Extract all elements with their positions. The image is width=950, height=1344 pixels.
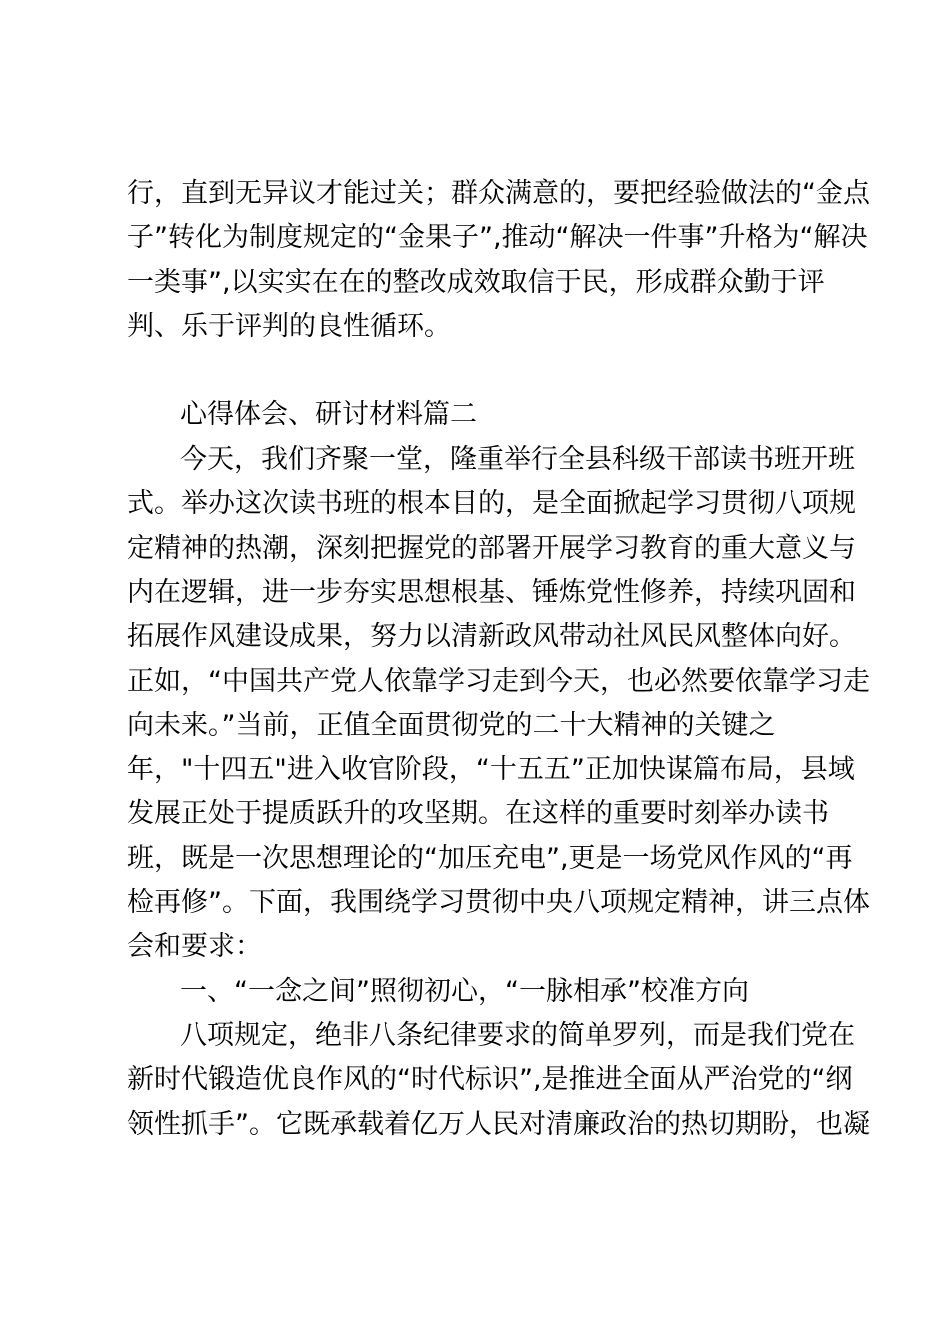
text-line: 内在逻辑，进一步夯实思想根基、锤炼党性修养，持续巩固和 (127, 577, 856, 608)
text-line: 领性抓手”。它既承载着亿万人民对清廉政治的热切期盼，也凝 (127, 1109, 870, 1140)
text-line: 年，"十四五"进入收官阶段，“十五五”正加快谋篇布局，县域 (127, 754, 855, 785)
text-line: 定精神的热潮，深刻把握党的部署开展学习教育的重大意义与 (127, 533, 856, 564)
text-line: 式。举办这次读书班的根本目的，是全面掀起学习贯彻八项规 (127, 488, 856, 519)
section-heading: 心得体会、研讨材料篇二 (180, 399, 477, 430)
text-line: 拓展作风建设成果，努力以清新政风带动社风民风整体向好。 (127, 621, 856, 652)
text-line: 检再修”。下面，我围绕学习贯彻中央八项规定精神，讲三点体 (127, 887, 870, 918)
text-line: 子”转化为制度规定的“金果子”,推动“解决一件事”升格为“解决 (127, 222, 868, 253)
text-line: 行，直到无异议才能过关；群众满意的，要把经验做法的“金点 (127, 178, 870, 209)
subsection-heading: 一、“一念之间”照彻初心，“一脉相承”校准方向 (180, 976, 749, 1007)
text-line: 今天，我们齐聚一堂，隆重举行全县科级干部读书班开班 (180, 444, 855, 475)
text-line: 会和要求： (127, 931, 262, 962)
text-line: 新时代锻造优良作风的“时代标识”,是推进全面从严治党的“纲 (127, 1064, 853, 1095)
text-line: 判、乐于评判的良性循环。 (127, 311, 451, 342)
text-line: 向未来。”当前，正值全面贯彻党的二十大精神的关键之 (127, 710, 776, 741)
text-line: 班，既是一次思想理论的“加压充电”,更是一场党风作风的“再 (127, 843, 853, 874)
text-line: 一类事”,以实实在在的整改成效取信于民，形成群众勤于评 (127, 267, 825, 298)
text-line: 发展正处于提质跃升的攻坚期。在这样的重要时刻举办读书 (127, 798, 829, 829)
text-line: 正如，“中国共产党人依靠学习走到今天，也必然要依靠学习走 (127, 666, 870, 697)
text-line: 八项规定，绝非八条纪律要求的简单罗列，而是我们党在 (180, 1020, 855, 1051)
